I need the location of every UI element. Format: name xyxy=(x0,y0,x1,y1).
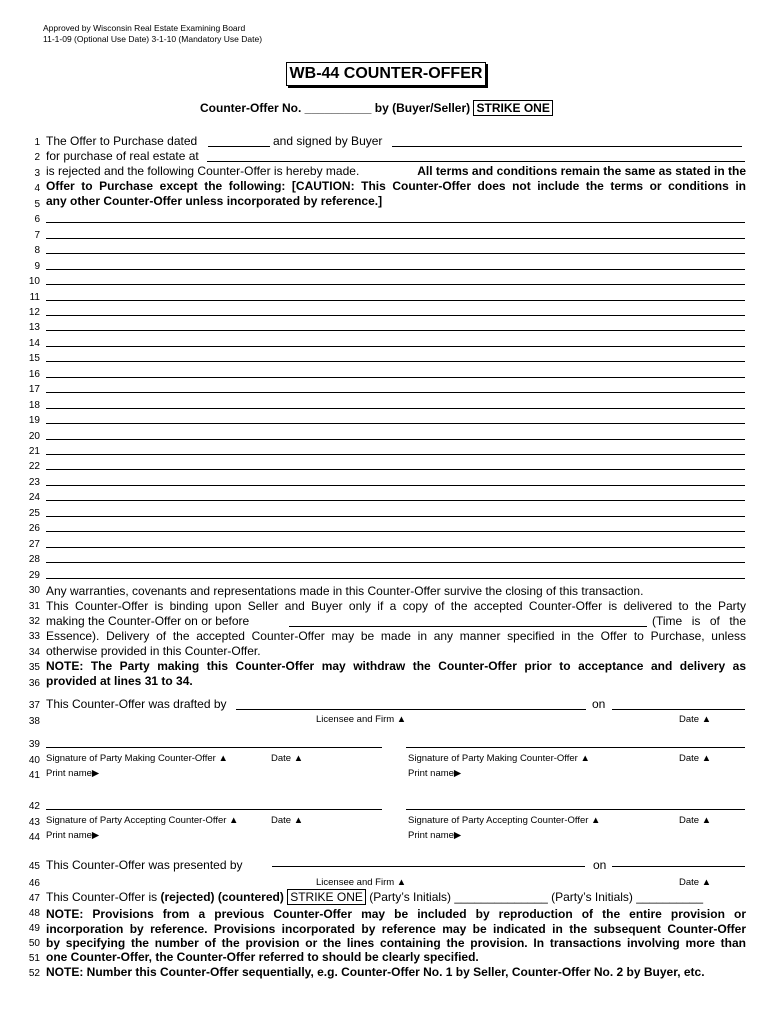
line-30: Any warranties, covenants and representations made in this Counter-Offer survive the closing of this transaction. xyxy=(46,584,644,598)
line-number: 1 xyxy=(34,137,40,148)
terms-entry-line[interactable] xyxy=(46,284,745,285)
terms-entry-line[interactable] xyxy=(46,300,745,301)
line-number: 14 xyxy=(28,337,40,349)
delivery-deadline-field[interactable] xyxy=(289,626,647,627)
strike-one-box: STRIKE ONE xyxy=(473,100,552,116)
form-title: WB-44 COUNTER-OFFER xyxy=(286,62,486,86)
date-caption-4: Date ▲ xyxy=(679,815,712,826)
terms-entry-line[interactable] xyxy=(46,253,745,254)
terms-entry-line[interactable] xyxy=(46,269,745,270)
line-number: 47 xyxy=(28,893,40,904)
sig-accepting-caption-1: Signature of Party Accepting Counter-Offer ▲ xyxy=(46,815,239,826)
drafted-date-field[interactable] xyxy=(612,709,745,710)
line-51: one Counter-Offer, the Counter-Offer referred to should be clearly specified. xyxy=(46,950,479,964)
signed-by-label: and signed by Buyer xyxy=(273,134,383,148)
presented-by-field[interactable] xyxy=(272,866,585,867)
terms-entry-line[interactable] xyxy=(46,377,745,378)
line-number: 23 xyxy=(28,476,40,488)
terms-remain-text: All terms and conditions remain the same as stated in the xyxy=(417,164,746,178)
line-number: 28 xyxy=(28,554,40,566)
counter-offer-no-field[interactable]: __________ xyxy=(304,101,372,115)
line-number: 36 xyxy=(28,677,40,689)
line-number: 39 xyxy=(28,739,40,750)
line-number: 51 xyxy=(28,953,40,964)
sig-making-caption-1: Signature of Party Making Counter-Offer ▲ xyxy=(46,753,228,764)
line-number: 24 xyxy=(28,492,40,504)
line-49: incorporation by reference. Provisions incorporated by reference may be indicated in the subsequent Counter-Offer xyxy=(46,922,746,936)
signature-making-field-1[interactable] xyxy=(46,747,382,748)
line-34: otherwise provided in this Counter-Offer. xyxy=(46,644,261,658)
strike-one-box-2: STRIKE ONE xyxy=(287,889,366,905)
line-number: 13 xyxy=(28,322,40,334)
print-name-4[interactable]: Print name▶ xyxy=(408,830,462,841)
line-1 xyxy=(46,134,197,148)
presented-date-field[interactable] xyxy=(612,866,745,867)
terms-entry-line[interactable] xyxy=(46,454,745,455)
date-caption-3: Date ▲ xyxy=(271,815,304,826)
status-label: This Counter-Offer is xyxy=(46,890,158,904)
line-number: 42 xyxy=(28,801,40,812)
line-number: 43 xyxy=(28,817,40,828)
terms-entry-line[interactable] xyxy=(46,547,745,548)
rejected-text: is rejected and the following Counter-Offer is hereby made. xyxy=(46,164,360,178)
rejected-countered-options[interactable]: (rejected) (countered) xyxy=(160,890,284,904)
date-caption-5: Date ▲ xyxy=(679,877,712,888)
line-number: 37 xyxy=(28,700,40,711)
line-number: 52 xyxy=(28,968,40,979)
line-number: 5 xyxy=(34,198,40,210)
sig-making-caption-2: Signature of Party Making Counter-Offer ▲ xyxy=(408,753,590,764)
licensee-firm-caption-2: Licensee and Firm ▲ xyxy=(316,877,407,888)
terms-entry-line[interactable] xyxy=(46,361,745,362)
terms-entry-line[interactable] xyxy=(46,423,745,424)
line-number: 27 xyxy=(28,538,40,550)
on-label-2: on xyxy=(593,858,607,872)
line-number: 38 xyxy=(28,716,40,727)
terms-entry-line[interactable] xyxy=(46,578,745,579)
terms-entry-line[interactable] xyxy=(46,346,745,347)
line-number: 48 xyxy=(28,908,40,919)
counter-offer-number-line xyxy=(200,101,553,115)
offer-date-field[interactable] xyxy=(208,146,270,147)
line-52: NOTE: Number this Counter-Offer sequentially, e.g. Counter-Offer No. 1 by Seller, Counter-Offer No. 2 by Buyer, etc. xyxy=(46,965,705,979)
terms-entry-line[interactable] xyxy=(46,222,745,223)
party-initials-fields[interactable]: (Party’s Initials) ______________ (Party’s Initials) __________ xyxy=(369,890,704,904)
use-dates: 11-1-09 (Optional Use Date) 3-1-10 (Mandatory Use Date) xyxy=(43,34,263,44)
print-name-2[interactable]: Print name▶ xyxy=(408,768,462,779)
line-4: Offer to Purchase except the following: [CAUTION: This Counter-Offer does not include the terms or conditions in xyxy=(46,179,746,193)
print-name-3[interactable]: Print name▶ xyxy=(46,830,100,841)
line-number: 44 xyxy=(28,832,40,843)
property-label: for purchase of real estate at xyxy=(46,149,199,163)
line-47 xyxy=(46,890,703,904)
line-number: 7 xyxy=(34,229,40,241)
date-caption-2: Date ▲ xyxy=(679,753,712,764)
terms-entry-line[interactable] xyxy=(46,500,745,501)
line-number: 31 xyxy=(28,600,40,612)
line-number: 21 xyxy=(28,446,40,457)
buyer-seller-label: by (Buyer/Seller) xyxy=(374,101,471,115)
signature-accepting-field-2[interactable] xyxy=(406,809,745,810)
date-caption-1: Date ▲ xyxy=(271,753,304,764)
line-number: 16 xyxy=(28,368,40,380)
sig-accepting-caption-2: Signature of Party Accepting Counter-Offer ▲ xyxy=(408,815,601,826)
line-number: 17 xyxy=(28,384,40,396)
terms-entry-line[interactable] xyxy=(46,315,745,316)
line-number: 12 xyxy=(28,306,40,318)
line-5: any other Counter-Offer unless incorporated by reference.] xyxy=(46,194,383,208)
line-number: 34 xyxy=(28,646,40,658)
line-number: 4 xyxy=(34,183,40,195)
line-number: 33 xyxy=(28,631,40,643)
drafted-by-field[interactable] xyxy=(236,709,586,710)
terms-entry-line[interactable] xyxy=(46,439,745,440)
line-48: NOTE: Provisions from a previous Counter-Offer may be included by reproduction of the entire provision or xyxy=(46,907,746,921)
line-number: 29 xyxy=(28,569,40,581)
counter-offer-no-label: Counter-Offer No. xyxy=(200,101,302,115)
on-label: on xyxy=(592,697,606,711)
line-number: 18 xyxy=(28,399,40,411)
line-31: This Counter-Offer is binding upon Seller and Buyer only if a copy of the accepted Counter-Offer is delivered to the Party xyxy=(46,599,746,613)
presented-by-label: This Counter-Offer was presented by xyxy=(46,858,243,872)
drafted-by-label: This Counter-Offer was drafted by xyxy=(46,697,227,711)
line-number: 8 xyxy=(34,245,40,257)
terms-entry-line[interactable] xyxy=(46,516,745,517)
terms-entry-line[interactable] xyxy=(46,469,745,470)
terms-entry-line[interactable] xyxy=(46,562,745,563)
approval-note: Approved by Wisconsin Real Estate Examining Board xyxy=(43,23,246,33)
line-number: 19 xyxy=(28,415,40,427)
line-number: 22 xyxy=(28,461,40,473)
line-number: 46 xyxy=(28,878,40,889)
print-name-1[interactable]: Print name▶ xyxy=(46,768,100,779)
line-number: 25 xyxy=(28,507,40,519)
terms-entry-line[interactable] xyxy=(46,531,745,532)
line-33: Essence). Delivery of the accepted Counter-Offer may be made in any manner specified in the Offer to Purchase, unless xyxy=(46,629,746,643)
signature-making-field-2[interactable] xyxy=(406,747,745,748)
line-32-label: making the Counter-Offer on or before xyxy=(46,614,250,628)
line-number: 30 xyxy=(28,585,40,597)
line-50: by specifying the number of the provision or the lines containing the provision. In transactions involving more than xyxy=(46,936,746,950)
offer-dated-label: The Offer to Purchase dated xyxy=(46,134,198,148)
terms-entry-line[interactable] xyxy=(46,330,745,331)
time-essence-text: (Time is of the xyxy=(652,614,746,628)
line-number: 41 xyxy=(28,770,40,781)
line-number: 15 xyxy=(28,353,40,365)
buyer-name-field[interactable] xyxy=(392,146,742,147)
line-number: 10 xyxy=(28,276,40,288)
line-3 xyxy=(46,164,746,178)
terms-entry-line[interactable] xyxy=(46,408,745,409)
terms-entry-line[interactable] xyxy=(46,485,745,486)
line-number: 20 xyxy=(28,430,40,442)
terms-entry-line[interactable] xyxy=(46,238,745,239)
line-number: 9 xyxy=(34,260,40,272)
line-number: 3 xyxy=(34,167,40,179)
property-address-field[interactable] xyxy=(207,161,745,162)
licensee-firm-caption: Licensee and Firm ▲ xyxy=(316,714,407,725)
line-number: 6 xyxy=(34,214,40,226)
line-number: 50 xyxy=(28,938,40,949)
line-number: 35 xyxy=(28,662,40,674)
line-number: 2 xyxy=(34,152,40,164)
line-number: 11 xyxy=(29,291,40,303)
terms-entry-line[interactable] xyxy=(46,392,745,393)
line-number: 40 xyxy=(28,755,40,766)
line-number: 45 xyxy=(28,861,40,872)
date-caption: Date ▲ xyxy=(679,714,712,725)
line-number: 49 xyxy=(28,923,40,934)
line-number: 32 xyxy=(28,615,40,627)
line-35: NOTE: The Party making this Counter-Offer may withdraw the Counter-Offer prior to acceptance and delivery as xyxy=(46,659,746,673)
line-36: provided at lines 31 to 34. xyxy=(46,674,193,688)
signature-accepting-field-1[interactable] xyxy=(46,809,382,810)
line-number: 26 xyxy=(28,523,40,535)
